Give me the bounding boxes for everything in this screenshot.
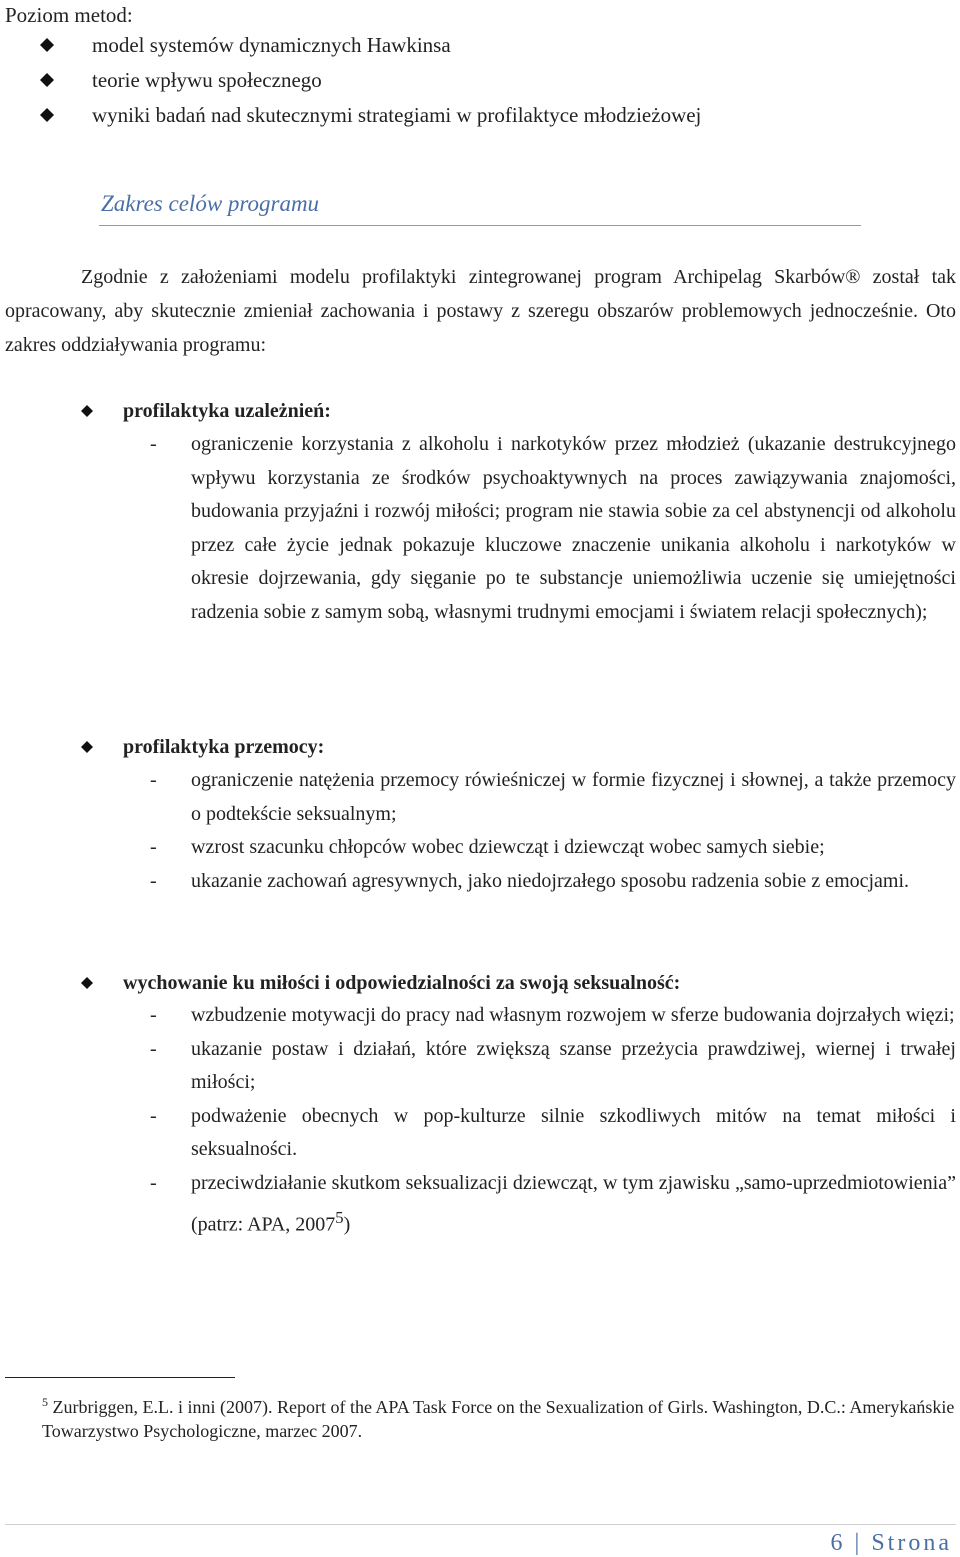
- method-text: model systemów dynamicznych Hawkinsa: [92, 33, 451, 57]
- group-heading-text: profilaktyka przemocy:: [123, 736, 325, 758]
- dash-marker: -: [150, 769, 157, 791]
- dash-marker: -: [150, 1004, 157, 1026]
- method-text: wyniki badań nad skutecznymi strategiami w profilaktyce młodzieżowej: [92, 103, 702, 127]
- item-text-with-ref: [191, 1167, 956, 1242]
- violence-items: [150, 764, 956, 898]
- item-text: ukazanie postaw i działań, które zwiększą szanse przeżycia prawdziwej, wiernej i trwałej miłości;: [191, 1037, 956, 1094]
- dash-marker: -: [150, 433, 157, 455]
- list-item: [150, 764, 956, 831]
- item-text: wzrost szacunku chłopców wobec dziewcząt i dziewcząt wobec samych siebie;: [191, 836, 825, 859]
- section-title: Zakres celów programu: [101, 191, 320, 216]
- footnote: [42, 1390, 956, 1443]
- diamond-bullet-icon: [40, 73, 54, 87]
- list-item: [150, 1033, 956, 1100]
- list-item: [150, 428, 956, 630]
- list-item: [150, 1100, 956, 1167]
- methods-list: [40, 32, 940, 137]
- diamond-outline-bullet-icon: [81, 977, 93, 989]
- group-heading-text: profilaktyka uzależnień:: [123, 400, 331, 422]
- list-item: [150, 1167, 956, 1242]
- diamond-outline-bullet-icon: [81, 741, 93, 753]
- item-text-close: ): [343, 1213, 351, 1236]
- intro-paragraph: Zgodnie z założeniami modelu profilaktyki zintegrowanej program Archipelag Skarbów® został tak opracowany, aby skutecznie zmieniał zachowania i postawy z szeregu obszarów problemowych jednocześnie. Oto zakres oddziaływania programu:: [5, 266, 956, 356]
- list-item: [150, 865, 956, 899]
- methods-heading: Poziom metod:: [5, 3, 133, 27]
- dash-marker: -: [150, 1171, 157, 1194]
- footnote-number: 5: [42, 1395, 48, 1409]
- love-items: [150, 999, 956, 1242]
- footnote-text: Zurbriggen, E.L. i inni (2007). Report of the APA Task Force on the Sexualization of Girls. Washington, D.C.: Amerykańskie Towarzystwo Psychologiczne, marzec 2007.: [42, 1397, 955, 1441]
- item-text: ograniczenie natężenia przemocy rówieśniczej w formie fizycznej i słownej, a także przemocy o podtekście seksualnym;: [191, 769, 956, 825]
- list-item: [40, 67, 940, 102]
- list-item: [150, 999, 956, 1033]
- item-text: ukazanie zachowań agresywnych, jako niedojrzałego sposobu radzenia sobie z emocjami.: [191, 869, 910, 892]
- item-text: ograniczenie korzystania z alkoholu i narkotyków przez młodzież (ukazanie destrukcyjnego wpływu korzystania ze środków psychoaktywnych na proces zawiązywania znajomości, budowania przyjaźni i rozwój miłości; program nie stawia sobie za cel abstynencji od alkoholu przez całe życie jednak pokazuje kluczowe znaczenie unikania alkoholu i narkotyków w okresie dojrzewania, gdy sięganie po te substancje uniemożliwia uczenie się umiejętności radzenia sobie z samym sobą, własnymi trudnymi emocjami i światem relacji społecznych);: [191, 433, 956, 623]
- dash-marker: -: [150, 1104, 157, 1127]
- footnote-ref[interactable]: 5: [335, 1207, 344, 1227]
- addiction-items: [150, 428, 956, 630]
- dash-marker: -: [150, 869, 157, 892]
- diamond-bullet-icon: [40, 38, 54, 52]
- item-text: podważenie obecnych w pop-kulturze silnie szkodliwych mitów na temat miłości i seksualności.: [191, 1104, 956, 1161]
- diamond-outline-bullet-icon: [81, 405, 93, 417]
- list-item: [150, 831, 956, 865]
- dash-marker: -: [150, 836, 157, 859]
- page-number: [831, 1529, 952, 1557]
- page-label: Strona: [871, 1530, 952, 1556]
- footer-divider: [5, 1524, 956, 1525]
- diamond-bullet-icon: [40, 108, 54, 122]
- dash-marker: -: [150, 1037, 157, 1060]
- item-text: przeciwdziałanie skutkom seksualizacji dziewcząt, w tym zjawisku „samo-uprzedmiotowienia” (patrz: APA, 2007: [191, 1171, 956, 1236]
- page-separator: |: [854, 1530, 863, 1556]
- group-heading-text: wychowanie ku miłości i odpowiedzialności za swoją seksualność:: [123, 972, 681, 994]
- list-item: [40, 102, 940, 137]
- list-item: [40, 32, 940, 67]
- item-text: wzbudzenie motywacji do pracy nad własnym rozwojem w sferze budowania dojrzałych więzi;: [191, 1004, 955, 1026]
- page-number-value: 6: [830, 1530, 846, 1556]
- footnote-divider: [5, 1377, 235, 1378]
- method-text: teorie wpływu społecznego: [92, 68, 322, 92]
- section-divider: [99, 225, 861, 226]
